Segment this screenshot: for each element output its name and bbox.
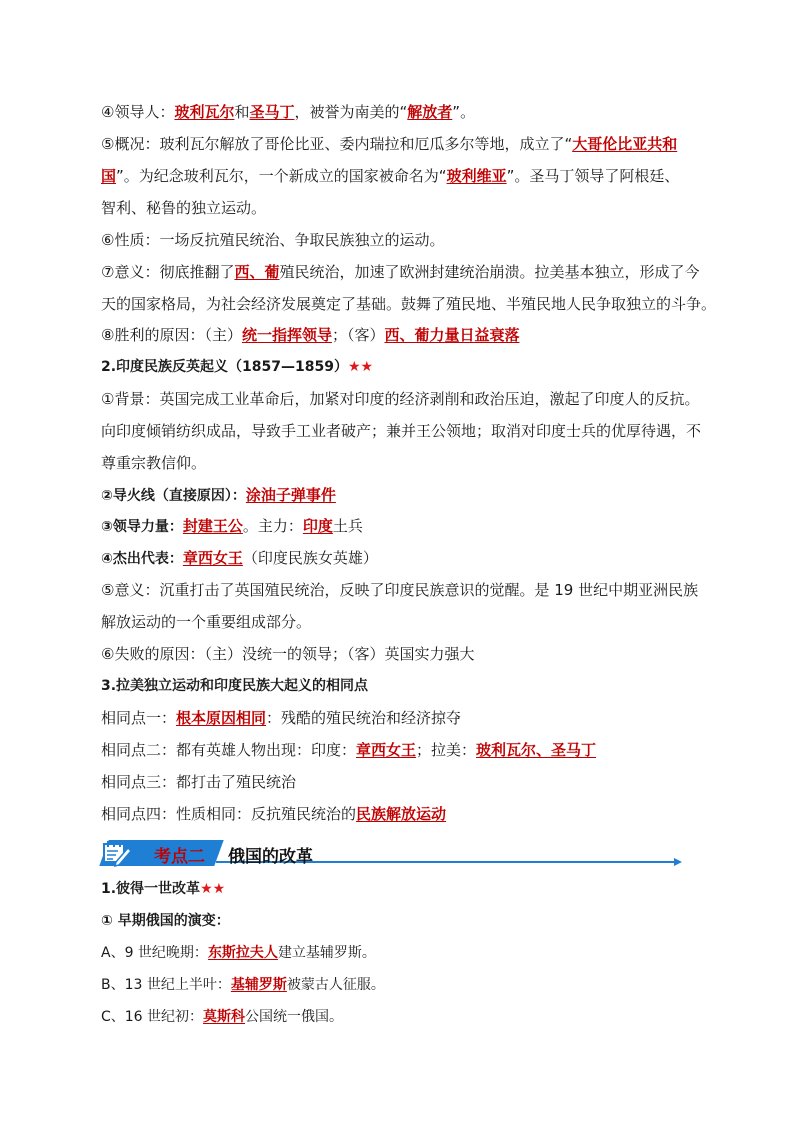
similarity-1: [101, 708, 721, 728]
section-heading-india: [101, 357, 721, 377]
text: ；拉美：: [416, 741, 477, 759]
subheading-early-russia: ① 早期俄国的演变：: [101, 913, 230, 929]
highlight-national-liberation: 民族解放运动: [356, 805, 447, 823]
text: 和: [234, 103, 250, 121]
early-russia-c: [101, 1007, 721, 1027]
highlight-same-root-cause: 根本原因相同: [176, 709, 267, 727]
leaders-line: [101, 102, 721, 122]
label: ③领导力量：: [101, 519, 183, 535]
text: ⑧胜利的原因：（主）: [101, 326, 242, 344]
highlight-greased-cartridge: 涂油子弹事件: [245, 486, 336, 504]
overview-line-3: 智利、秘鲁的独立运动。: [101, 199, 267, 217]
highlight-gran-colombia: 大哥伦比亚共和: [572, 135, 678, 153]
highlight-spain-portugal: 西、葡: [234, 263, 280, 281]
text: A、9 世纪晚期：: [101, 945, 208, 961]
highlight-bolivar: 玻利瓦尔: [174, 103, 235, 121]
text: ⑤概况：玻利瓦尔解放了哥伦比亚、委内瑞拉和厄瓜多尔等地，成立了“: [101, 135, 573, 153]
highlight-declining-power: 西、葡力量日益衰落: [384, 326, 520, 344]
similarity-4: [101, 804, 721, 824]
similarity-3: 相同点三：都打击了殖民统治: [101, 773, 297, 791]
text: ”。为纪念玻利瓦尔，一个新成立的国家被命名为“: [116, 167, 447, 185]
text: ⑦意义：彻底推翻了: [101, 263, 235, 281]
similarity-2: [101, 740, 721, 760]
label: ②导火线（直接原因）：: [101, 488, 246, 504]
notepad-pen-icon: [98, 838, 134, 868]
highlight-gran-colombia-end: 国: [101, 167, 117, 185]
text: ：残酷的殖民统治和经济掠夺: [266, 709, 462, 727]
background-line-3: 尊重宗教信仰。: [101, 454, 207, 472]
banner-subtitle: 俄国的改革: [228, 847, 313, 867]
banner-title: 考点二: [154, 847, 205, 867]
text: （印度民族女英雄）: [242, 549, 378, 567]
text: 相同点一：: [101, 709, 177, 727]
failure-reasons-line: ⑥失败的原因：（主）没统一的领导；（客）英国实力强大: [101, 645, 475, 663]
arrow-right-icon: [674, 858, 682, 866]
highlight-liberator: 解放者: [407, 103, 453, 121]
text: ④领导人：: [101, 103, 175, 121]
highlight-rani-jhansi: 章西女王: [356, 741, 417, 759]
highlight-rani-jhansi: 章西女王: [182, 549, 243, 567]
text: 殖民统治，加速了欧洲封建统治崩溃。拉美基本独立，形成了今: [279, 263, 700, 281]
section-heading-peter: [101, 879, 721, 899]
highlight-san-martin: 圣马丁: [249, 103, 295, 121]
section-heading-comparison: 3.拉美独立运动和印度民族大起义的相同点: [101, 678, 369, 694]
text: B、13 世纪上半叶：: [101, 977, 231, 993]
highlight-india: 印度: [302, 517, 333, 535]
star-icon: ★★: [200, 881, 226, 897]
highlight-feudal-princes: 封建王公: [182, 517, 243, 535]
overview-line-1: [101, 134, 721, 154]
heading-text: 2.印度民族反英起义（1857—1859）: [101, 359, 348, 375]
text: 公国统一俄国。: [245, 1009, 344, 1025]
nature-line: ⑥性质：一场反抗殖民统治、争取民族独立的运动。: [101, 231, 445, 249]
highlight-unified-command: 统一指挥领导: [241, 326, 332, 344]
overview-line-2: [101, 166, 721, 186]
section-banner: [76, 836, 682, 870]
text: 。主力：: [242, 517, 303, 535]
text: 相同点二：都有英雄人物出现：印度：: [101, 741, 357, 759]
text: ，被誉为南美的“: [294, 103, 408, 121]
text: 被蒙古人征服。: [286, 977, 385, 993]
text: ”。圣马丁领导了阿根廷、: [506, 167, 680, 185]
text: C、16 世纪初：: [101, 1009, 204, 1025]
india-significance-line-1: ⑤意义：沉重打击了英国殖民统治，反映了印度民族意识的觉醒。是 19 世纪中期亚洲民族: [101, 581, 699, 599]
early-russia-a: [101, 943, 721, 963]
text: 土兵: [332, 517, 363, 535]
text: 相同点四：性质相同：反抗殖民统治的: [101, 805, 357, 823]
highlight-bolivar-san-martin: 玻利瓦尔、圣马丁: [476, 741, 597, 759]
star-icon: ★★: [348, 359, 374, 375]
label: ④杰出代表：: [101, 551, 183, 567]
highlight-moscow: 莫斯科: [203, 1009, 246, 1025]
representative-line: [101, 548, 721, 569]
leadership-line: [101, 516, 721, 537]
heading-text: 1.彼得一世改革: [101, 881, 201, 897]
text: ；（客）: [331, 326, 385, 344]
highlight-kievan-rus: 基辅罗斯: [230, 977, 287, 993]
india-significance-line-2: 解放运动的一个重要组成部分。: [101, 613, 312, 631]
significance-line-1: [101, 262, 721, 282]
text: 建立基辅罗斯。: [277, 945, 376, 961]
trigger-line: [101, 485, 721, 506]
significance-line-2: 天的国家格局，为社会经济发展奠定了基础。鼓舞了殖民地、半殖民地人民争取独立的斗争。: [101, 295, 717, 313]
highlight-bolivia: 玻利维亚: [446, 167, 507, 185]
background-line-2: 向印度倾销纺织成品，导致手工业者破产；兼并王公领地；取消对印度士兵的优厚待遇，不: [101, 422, 702, 440]
highlight-east-slavs: 东斯拉夫人: [207, 945, 278, 961]
early-russia-b: [101, 975, 721, 995]
victory-reasons-line: [101, 325, 721, 345]
text: ”。: [452, 103, 476, 121]
background-line-1: ①背景：英国完成工业革命后，加紧对印度的经济剥削和政治压迫，激起了印度人的反抗。: [101, 390, 700, 408]
